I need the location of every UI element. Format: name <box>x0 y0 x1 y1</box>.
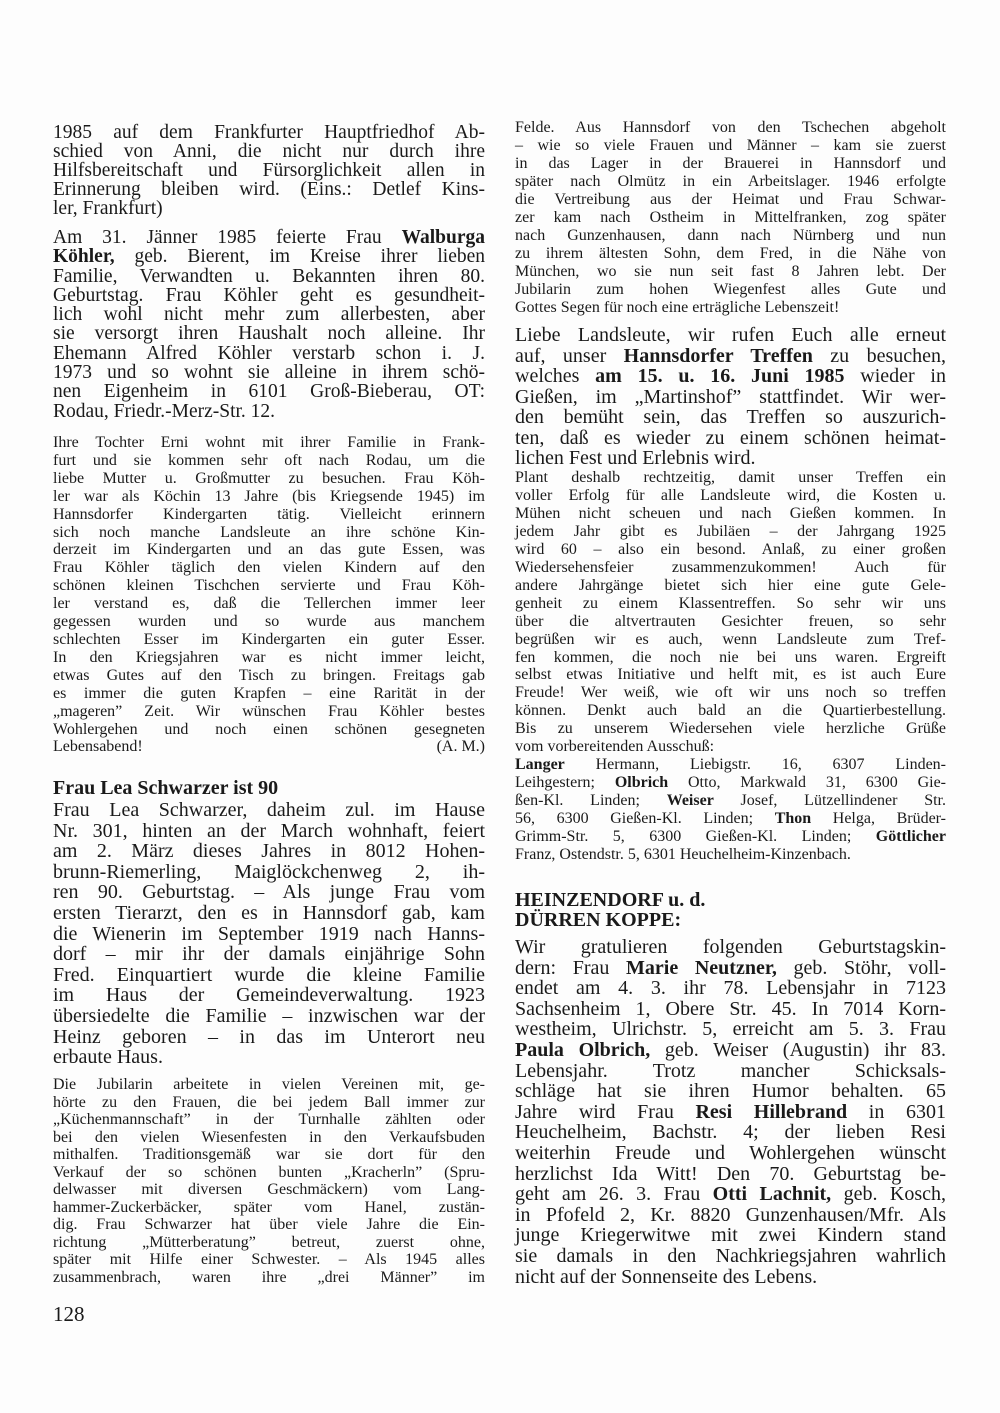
text-line <box>515 1102 946 1123</box>
text-line: Gottes Segen für noch eine erträgliche Lebenszeit! <box>515 299 840 316</box>
text-line: ler verstand es, daß die Tellerchen immer leer <box>53 595 485 613</box>
text-line: schied von Anni, die nicht nur durch ihre <box>53 141 485 162</box>
text-line <box>515 346 946 367</box>
text-run: Leihgestern; <box>515 774 615 792</box>
bold-name: Otti Lachnit, <box>712 1183 832 1206</box>
page-number: 128 <box>53 1302 85 1326</box>
bold-name: Walburga <box>401 227 485 248</box>
text-line <box>515 828 946 846</box>
text-run: Otto, Markwald 31, 6300 Gie- <box>668 774 946 792</box>
text-line: später nach Olmütz in ein Arbeitslager. 1946 erfolgte <box>515 173 946 190</box>
text-line: Wiedersehensfeier zusammenzukommen! Auch für <box>515 558 946 576</box>
text-line: sie versorgt ihren Haushalt noch alleine. Ihr <box>53 323 485 345</box>
text-line <box>53 228 485 247</box>
text-line: – wie so viele Frauen und Männer – kam sie zuerst <box>515 137 946 154</box>
text-line: „Küchenmannschaft” in der Turnhalle zählten oder <box>53 1111 485 1128</box>
text-line: Ehemann Alfred Köhler verstarb schon i. J. <box>53 342 485 364</box>
text-run: zu besuchen, <box>812 344 946 367</box>
text-line: gegessen wurden und so wurde aus manchem <box>53 613 485 631</box>
text-line <box>515 756 946 774</box>
text-line: Ihre Tochter Erni wohnt mit ihrer Familie in Frank- <box>53 434 485 451</box>
text-line: über die altvertrauten Gesichter freuen, so sehr <box>515 612 946 630</box>
text-line: schönen kleinen Tischchen servierte und Frau Köh- <box>53 577 485 595</box>
text-line: fen kommen, die noch nie bei uns waren. Ergreift <box>515 648 946 666</box>
text-line: Frau Lea Schwarzer, daheim zul. im Hause <box>53 799 485 821</box>
text-run: 56, 6300 Gießen-Kl. Linden; <box>515 810 775 828</box>
bold-name: Resi Hillebrand <box>695 1100 848 1123</box>
text-run: Hermann, Liebigstr. 16, 6307 Linden- <box>564 756 946 774</box>
text-line: delwasser mit diversen Geschmäckern) vom Lang- <box>53 1181 485 1198</box>
bold-name: Thon <box>774 810 812 828</box>
text-line: den bemüht sein, das Treffen so auszurich- <box>515 406 946 428</box>
bold-name: Marie Neutzner, <box>626 956 777 979</box>
text-run: geb. Weiser (Augustin) ihr 83. <box>650 1038 946 1061</box>
text-line: nen Eigenheim in 6101 Groß-Bieberau, OT: <box>53 381 485 403</box>
text-line: Nr. 301, hinten an der March wohnhaft, feiert <box>53 819 485 842</box>
text-line: 1973 und so wohnt sie alleine in ihrem schö- <box>53 362 485 384</box>
text-run: Jahre wird Frau <box>515 1100 696 1123</box>
text-line: Wir gratulieren folgenden Geburtstagskin- <box>515 936 946 958</box>
walburga-koehler-paragraph <box>53 228 485 421</box>
text-line: ler, Frankfurt) <box>53 198 163 219</box>
text-line: derzeit im Kindergarten und an das gute Essen, was <box>53 541 485 559</box>
text-line: Frau Köhler täglich den vielen Kindern auf den <box>53 559 485 577</box>
text-line: Mühen nicht scheuen und nach Gießen kommen. In <box>515 504 946 522</box>
text-line <box>515 366 946 387</box>
text-line: Frau Lea Schwarzer ist 90 <box>53 777 279 799</box>
heinzendorf-birthdays-paragraph <box>515 937 946 1287</box>
text-run: Lebensabend! <box>53 738 143 756</box>
text-line: In den Kriegsjahren war es nicht immer leicht, <box>53 648 485 666</box>
text-line: Rodau, Friedr.-Merz-Str. 12. <box>53 400 276 422</box>
text-line <box>515 958 946 979</box>
text-line: dig. Frau Schwarzer hat über viele Jahre die Ein- <box>53 1216 485 1233</box>
text-line: Erinnerung bleiben wird. (Eins.: Detlef Kins- <box>53 179 485 200</box>
text-line: voller Erfolg für alle Landsleute wird, die Kosten u. <box>515 486 946 504</box>
text-line: Freude! Wer weiß, wie oft wir uns noch so treffen <box>515 684 946 702</box>
text-run: geb. Bierent, im Kreise ihrer lieben <box>114 246 485 268</box>
text-line: in das Lager in der Brauerei in Hannsdorf und <box>515 155 946 172</box>
lea-schwarzer-detail-paragraph <box>53 1076 485 1286</box>
text-line <box>515 1040 946 1061</box>
text-run: in 6301 <box>847 1100 946 1123</box>
text-run: Am 31. Jänner 1985 feierte Frau <box>53 227 402 248</box>
text-line: zu ihrem ältesten Sohn, dem Fred, in die Nähe von <box>515 245 946 262</box>
text-line: lichen Fest und Erlebnis wird. <box>515 447 756 469</box>
bold-name: Olbrich <box>614 774 669 792</box>
text-line: jedem Jahr gibt es Jubiläen – der Jahrgang 1925 <box>515 522 946 540</box>
text-line: Liebe Landsleute, wir rufen Euch alle erneut <box>515 324 946 346</box>
text-line: München, wo sie nun seit fast 8 Jahren lebt. Der <box>515 263 946 280</box>
text-line: „mageren” Zeit. Wir wünschen Frau Köhler bestes <box>53 702 485 720</box>
text-line: weiterhin Freude und Wohlergehen wünscht <box>515 1141 946 1164</box>
text-run: Grimm-Str. 5, 6300 Gießen-Kl. Linden; <box>515 828 876 846</box>
text-run: dern: Frau <box>515 956 627 979</box>
text-line: Lebensjahr. Trotz mancher Schicksals- <box>515 1059 946 1082</box>
text-line: Felde. Aus Hannsdorf von den Tschechen abgeholt <box>515 119 946 136</box>
text-line: Familie, Verwandten u. Bekannten ihren 80. <box>53 265 485 287</box>
text-line: sich noch manche Landsleute an ihre schöne Kin- <box>53 523 485 541</box>
text-line: begrüßen wir es auch, wenn Landsleute zum Tref- <box>515 630 946 648</box>
text-line: im Haus der Gemeindeverwaltung. 1923 <box>53 984 485 1007</box>
text-run: ßen-Kl. Linden; <box>515 792 667 810</box>
text-line: hörte zu den Frauen, die bei jedem Ball immer zur <box>53 1093 485 1111</box>
text-line <box>53 738 485 756</box>
text-line: furt und sie kommen sehr oft nach Rodau, um die <box>53 451 485 469</box>
text-line: schläge hat sie ihren Humor behalten. 65 <box>515 1080 946 1103</box>
text-line <box>53 247 485 266</box>
text-line: die Vertreibung aus der Heimat und Frau Schwar- <box>515 191 946 208</box>
bold-name: Göttlicher <box>875 828 946 846</box>
text-line: dorf – mir ihr der damals einjährige Sohn <box>53 943 485 966</box>
text-line: Verkauf der so schönen bunten „Kracherln” (Spru- <box>53 1163 485 1181</box>
text-line: die Wienerin im September 1919 nach Hanns- <box>53 922 485 945</box>
text-line: Heinz geboren – in das im Unterort neu <box>53 1025 485 1048</box>
text-line: Gießen, im „Martinshof” stattfindet. Wir wer- <box>515 385 946 408</box>
text-line: bei den vielen Wiesenfesten in den Verkaufsbuden <box>53 1128 485 1146</box>
text-line: Die Jubilarin arbeitete in vielen Vereinen mit, ge- <box>53 1076 485 1093</box>
text-line: Hannsdorfer Kindergarten tätig. Vielleicht erinnern <box>53 505 485 523</box>
text-line: später mit Hilfe einer Schwester. – Als 1945 alles <box>53 1251 485 1268</box>
text-line: nicht auf der Sonnenseite des Lebens. <box>515 1265 818 1288</box>
text-line: am 2. März dieses Jahres in 8012 Hohen- <box>53 840 485 863</box>
text-line: wird 60 – also ein besond. Anlaß, zu einer großen <box>515 540 946 558</box>
text-run: geb. Stöhr, voll- <box>776 956 946 979</box>
text-line: in Pfofeld 2, Kr. 8820 Gunzenhausen/Mfr. Als <box>515 1203 946 1226</box>
text-line: schlechten Esser im Kindergarten ein guter Esser. <box>53 630 485 648</box>
text-line: andere Jahrgänge bietet sich hier eine gute Gele- <box>515 576 946 594</box>
bold-name: Langer <box>515 756 565 774</box>
text-line: nach Gunzenhausen, dann nach Nürnberg und nun <box>515 227 946 244</box>
text-line: herzlichst Ida Witt! Den 70. Geburtstag be- <box>515 1162 946 1185</box>
bold-name: Hannsdorfer Treffen <box>623 344 813 367</box>
text-line: Hilfsbereitschaft und Fürsorglichkeit allen in <box>53 160 485 181</box>
text-line: liebe Mutter u. Großmutter zu besuchen. Frau Köh- <box>53 469 485 487</box>
walburga-koehler-detail-paragraph <box>53 434 485 756</box>
text-line: zusammenbrach, waren ihre „drei Männer” im <box>53 1268 485 1286</box>
text-line: Fred. Einquartiert wurde die kleine Familie <box>53 963 485 986</box>
text-line: ler war als Köchin 13 Jahre (bis Kriegsende 1945) im <box>53 487 485 505</box>
text-run: geht am 26. 3. Frau <box>515 1183 713 1206</box>
text-run: welches <box>515 365 596 387</box>
text-run: geb. Kosch, <box>831 1183 947 1206</box>
bold-name: Paula Olbrich, <box>515 1038 651 1061</box>
text-line: HEINZENDORF u. d. <box>515 889 706 911</box>
text-run: wieder in <box>844 365 946 387</box>
text-line: westheim, Ulrichstr. 5, erreicht am 5. 3. Frau <box>515 1018 946 1041</box>
text-line: Geburtstag. Frau Köhler geht es gesundheit- <box>53 284 485 306</box>
text-run: Josef, Lützellindener Str. <box>713 792 946 810</box>
text-line: junge Kriegerwitwe mit zwei Kindern stand <box>515 1224 946 1247</box>
bold-name: Köhler, <box>53 246 115 268</box>
lea-schwarzer-continued-paragraph <box>515 119 946 317</box>
text-line: ten, daß es wieder zu einem schönen heimat- <box>515 426 946 449</box>
text-line: richtung „Mütterberatung” betreut, zuerst ohne, <box>53 1233 485 1251</box>
text-line: Bis zu unserem Wiedersehen viele herzliche Grüße <box>515 720 946 738</box>
text-line: Plant deshalb rechtzeitig, damit unser Treffen ein <box>515 469 946 486</box>
text-line <box>515 1184 946 1205</box>
text-line: Wohlergehen und noch einen schönen gesegneten <box>53 720 485 738</box>
lea-schwarzer-heading <box>53 777 485 799</box>
text-line <box>515 810 946 828</box>
text-line: vom vorbereitenden Ausschuß: <box>515 738 715 756</box>
bold-name: am 15. u. 16. Juni 1985 <box>595 365 845 387</box>
text-run: auf, unser <box>515 344 624 367</box>
text-line: ersten Tierarzt, den es in Hannsdorf gab, kam <box>53 901 485 924</box>
text-line <box>515 774 946 792</box>
text-line: brunn-Riemerling, Maiglöckchenweg 2, ih- <box>53 860 485 883</box>
text-line: übersiedelte die Familie – inzwischen war der <box>53 1004 485 1027</box>
bold-name: Weiser <box>666 792 714 810</box>
text-line: DÜRREN KOPPE: <box>515 909 682 931</box>
text-line: endet am 4. 3. ihr 78. Lebensjahr in 7123 <box>515 977 946 1000</box>
text-line: Sachsenheim 1, Obere Str. 45. In 7014 Korn- <box>515 997 946 1020</box>
text-line: Franz, Ostendstr. 5, 6301 Heuchelheim-Kinzenbach. <box>515 846 851 864</box>
text-line: mithalfen. Traditionsgemäß war sie dort für den <box>53 1146 485 1163</box>
text-run: Helga, Brüder- <box>811 810 947 828</box>
text-line: Jubilarin zum hohen Wiegenfest alles Gute und <box>515 281 946 298</box>
text-line: ren 90. Geburtstag. – Als junge Frau vom <box>53 881 485 904</box>
text-line: etwas Gutes auf den Tisch zu bringen. Freitags gab <box>53 666 485 684</box>
text-line: Heuchelheim, Bachstr. 4; der lieben Resi <box>515 1121 946 1144</box>
text-line: es immer die guten Krapfen – eine Rarität in der <box>53 684 485 702</box>
text-line: erbaute Haus. <box>53 1046 163 1069</box>
treffen-invitation-paragraph <box>515 325 946 469</box>
text-line <box>515 792 946 810</box>
kinsler-closing-paragraph <box>53 123 485 218</box>
text-line: selbst etwas Initiative und helft mit, es ist auch Eure <box>515 666 946 684</box>
heinzendorf-heading <box>515 890 946 930</box>
text-line: genheit zu einem Klassentreffen. So sehr wir uns <box>515 594 946 612</box>
text-line: sie damals in den Nachkriegsjahren wahrlich <box>515 1244 946 1267</box>
treffen-details-paragraph <box>515 469 946 864</box>
text-line: zer kam nach Ostheim in Mittelfranken, zog später <box>515 209 946 226</box>
author-initials: (A. M.) <box>436 738 485 756</box>
text-line: hammer-Zuckerbäcker, später vom Hanel, zustän- <box>53 1198 485 1216</box>
text-line: lich wohl nicht mehr zum allerbesten, aber <box>53 304 485 326</box>
text-line: 1985 auf dem Frankfurter Hauptfriedhof Ab- <box>53 122 485 143</box>
text-line: können. Denkt auch bald an die Quartierbestellung. <box>515 702 946 720</box>
lea-schwarzer-paragraph <box>53 800 485 1068</box>
